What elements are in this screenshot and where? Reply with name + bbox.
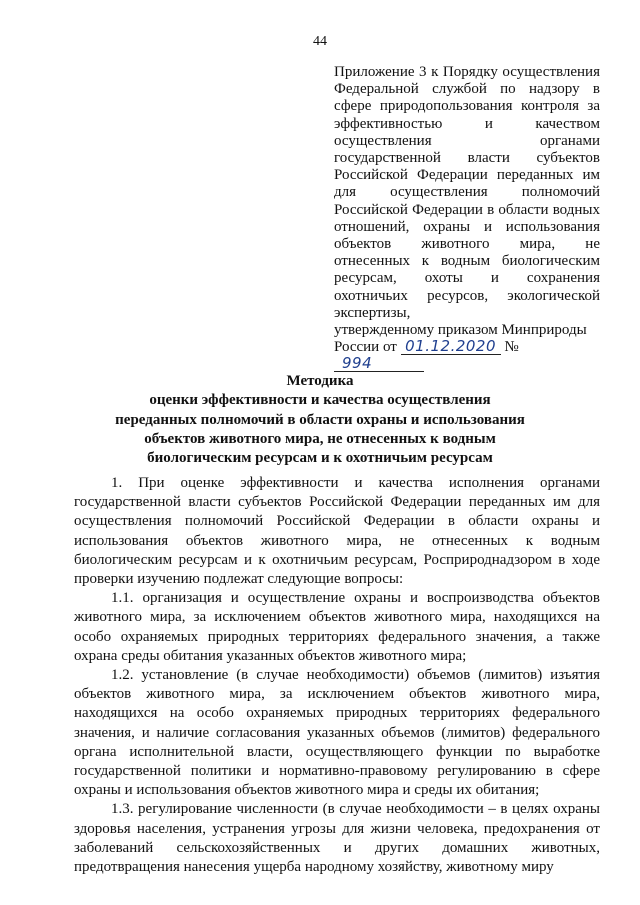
title-line-1: Методика — [286, 373, 354, 389]
approval-text: утвержденному приказом Минприроды — [334, 322, 587, 339]
paragraph-1-3: 1.3. регулирование численности (в случае необходимости – в целях охраны здоровья населения, устранения угрозы для жизни человека, предохранения от заболеваний сельскохозяйственных и других домашних животных, предотвращения нанесения ущерба народному хозяйству, животному миру — [74, 801, 600, 876]
paragraph-1: 1. При оценке эффективности и качества исполнения органами государственной власти субъектов Российской Федерации переданных им для осуществления полномочий Российской Федерации в области охраны и использования объектов животного мира, не отнесенных к водным биологическим ресурсам и к охотничьим ресурсам, Росприроднадзором в ходе проверки изучению подлежат следующие вопросы: — [74, 475, 600, 588]
appendix-text: Приложение 3 к Порядку осуществления Федеральной службой по надзору в сфере природопользования контроля за эффективностью и качеством осуществления органами государственной власти субъектов Российской Федерации переданных им для осуществления полномочий Российской Федерации в области водных отношений, охраны и использования объектов животного мира, не отнесенных к водным биологическим ресурсам, охоты и сохранения охотничьих ресурсов, экологической экспертизы, — [334, 64, 600, 321]
title-line-3: переданных полномочий в области охраны и использования — [115, 411, 525, 428]
title-line-2: оценки эффективности и качества осуществления — [149, 392, 491, 409]
handwritten-date: 01.12.2020 — [401, 339, 501, 355]
handwritten-number: 994 — [334, 356, 424, 372]
document-body — [74, 474, 600, 877]
paragraph-1-1: 1.1. организация и осуществление охраны и воспроизводства объектов животного мира, за исключением объектов животного мира, находящихся на особо охраняемых природных территориях федерального значения, а также охрана среды обитания указанных объектов животного мира; — [74, 590, 600, 664]
document-title — [60, 372, 580, 468]
title-line-4: объектов животного мира, не отнесенных к водным — [144, 430, 496, 447]
title-line-5: биологическим ресурсам и к охотничьим ресурсам — [147, 450, 493, 467]
appendix-header — [334, 64, 600, 374]
number-sign: № — [504, 339, 519, 356]
paragraph-1-2: 1.2. установление (в случае необходимости) объемов (лимитов) изъятия объектов животного мира, за исключением объектов животного мира, находящихся на особо охраняемых природных территориях федерального значения, и наличие согласования указанных объемов (лимитов) федерального органа исполнительной власти, осуществляющего функции по выработке государственной политики и нормативно-правовому регулированию в сфере охраны и использования объектов животного мира и среды их обитания; — [74, 667, 600, 799]
approval-line — [334, 322, 600, 374]
page-number: 44 — [313, 34, 327, 49]
country-prefix: России от — [334, 339, 397, 356]
